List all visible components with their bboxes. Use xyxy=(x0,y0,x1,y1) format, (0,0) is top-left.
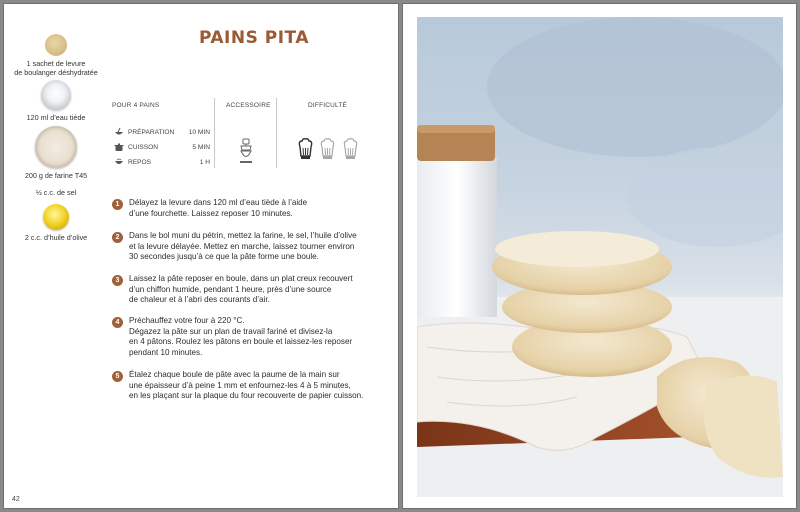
accessory-header: ACCESSOIRE xyxy=(226,102,271,109)
stand-mixer-icon xyxy=(238,138,254,164)
pita-bread-photo xyxy=(417,17,783,497)
time-row-preparation xyxy=(114,128,210,138)
time-row-repos xyxy=(114,158,210,168)
step-line: Étalez chaque boule de pâte avec la paume de la main sur xyxy=(129,370,340,379)
step-line: pendant 10 minutes. xyxy=(129,347,203,357)
rest-bowl-icon xyxy=(114,157,124,167)
pot-icon xyxy=(114,142,124,152)
difficulty-hats xyxy=(298,138,361,165)
step-text xyxy=(129,370,394,402)
left-page xyxy=(3,3,399,509)
time-row-cuisson xyxy=(114,143,210,153)
step-line: 30 secondes jusqu’à ce que la pâte forme une boule. xyxy=(129,252,319,262)
photo-illustration xyxy=(417,17,783,497)
step-line: en 4 pâtons. Roulez les pâtons en boule et laissez-les reposer xyxy=(129,337,353,347)
water-bowl-picture xyxy=(41,80,71,110)
ingredient-flour xyxy=(4,126,108,180)
ingredient-salt xyxy=(4,188,108,197)
step-line: et la levure délayée. Mettez en marche, laissez tourner environ xyxy=(129,241,355,251)
step-line: Dans le bol muni du pétrin, mettez la farine, le sel, l’huile d’olive xyxy=(129,231,357,240)
ingredient-line: 2 c.c. d’huile d’olive xyxy=(24,233,88,242)
ingredient-oil xyxy=(4,204,108,242)
ingredient-line: 120 ml d’eau tiède xyxy=(26,113,86,122)
time-value: 10 MIN xyxy=(188,129,210,136)
servings-header: POUR 4 PAINS xyxy=(112,102,160,109)
time-value: 1 H xyxy=(199,159,210,166)
ingredient-line: ½ c.c. de sel xyxy=(35,188,77,197)
info-divider xyxy=(214,98,215,168)
step-line: une épaisseur d’à peine 1 mm et enfournez-les 4 à 5 minutes, xyxy=(129,380,351,390)
step-text xyxy=(129,316,394,358)
chef-hat-icon-filled xyxy=(298,138,313,160)
recipe-title: PAINS PITA xyxy=(199,28,309,48)
step-number-badge: 3 xyxy=(112,275,123,286)
step-line: Délayez la levure dans 120 ml d’eau tiède à l’aide xyxy=(129,198,308,207)
whisk-bowl-icon xyxy=(114,127,124,137)
flour-bowl-picture xyxy=(35,126,77,168)
time-label: PRÉPARATION xyxy=(128,129,175,136)
step-line: de chaleur et à l’abri des courants d’air. xyxy=(129,295,270,305)
ingredient-line: de boulanger déshydratée xyxy=(14,68,98,77)
step-text xyxy=(129,198,394,219)
step-line: Laissez la pâte reposer en boule, dans un plat creux recouvert xyxy=(129,274,353,283)
step-line: d’un chiffon humide, pendant 1 heure, près d’une source xyxy=(129,284,332,294)
step-line: Dégazez la pâte sur un plan de travail fariné et divisez-la xyxy=(129,326,333,336)
yeast-picture xyxy=(45,34,67,56)
time-label: REPOS xyxy=(128,159,152,166)
ingredient-line: 200 g de farine T45 xyxy=(24,171,88,180)
ingredient-line: 1 sachet de levure xyxy=(26,59,86,68)
step-line: en les plaçant sur la plaque du four recouverte de papier cuisson. xyxy=(129,391,364,401)
time-value: 5 MIN xyxy=(192,144,210,151)
step-number-badge: 4 xyxy=(112,317,123,328)
step-text xyxy=(129,231,394,263)
ingredient-water xyxy=(4,80,108,122)
step-number-badge: 1 xyxy=(112,199,123,210)
step-line: Préchauffez votre four à 220 °C. xyxy=(129,316,245,325)
chef-hat-icon-empty xyxy=(320,138,335,160)
step-number-badge: 5 xyxy=(112,371,123,382)
recipe-info-table xyxy=(108,98,370,168)
time-label: CUISSON xyxy=(128,144,159,151)
step-number-badge: 2 xyxy=(112,232,123,243)
step-text xyxy=(129,274,394,306)
step-line: d’une fourchette. Laissez reposer 10 minutes. xyxy=(129,208,293,218)
ingredient-yeast xyxy=(4,34,108,77)
info-divider xyxy=(276,98,277,168)
page-number: 42 xyxy=(12,496,20,503)
oil-bowl-picture xyxy=(43,204,69,230)
chef-hat-icon-empty xyxy=(343,138,358,160)
difficulty-header: DIFFICULTÉ xyxy=(308,102,348,109)
right-page xyxy=(402,3,797,509)
